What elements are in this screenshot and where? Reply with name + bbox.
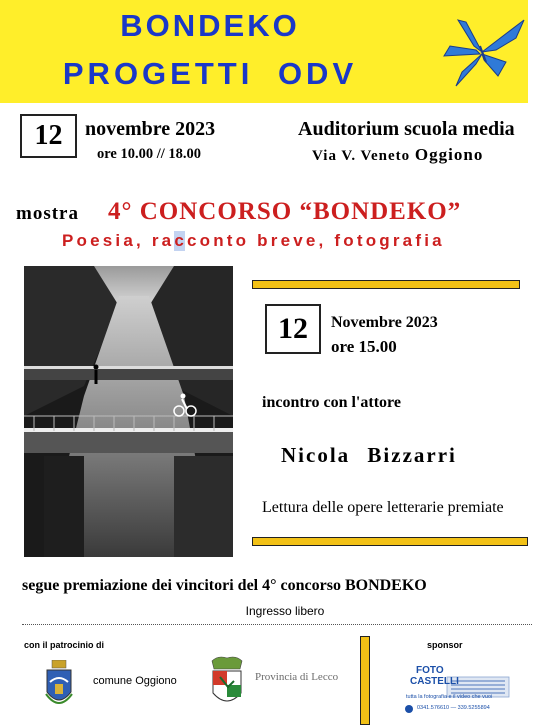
date-day-box: 12 xyxy=(20,114,77,158)
venue-city: Oggiono xyxy=(414,145,484,164)
meeting-text: incontro con l'attore xyxy=(262,394,401,411)
exhibition-title: 4° CONCORSO “BONDEKO” xyxy=(108,198,462,225)
reading-text: Lettura delle opere letterarie premiate xyxy=(262,499,504,516)
venue-address xyxy=(312,145,483,165)
venue-street: Via V. Veneto xyxy=(312,148,411,164)
event-times: ore 10.00 // 18.00 xyxy=(97,146,202,162)
butterfly-icon xyxy=(436,16,528,90)
footer-divider-bar xyxy=(360,636,370,725)
date2-month-year: Novembre 2023 xyxy=(331,314,438,331)
provincia-label: Provincia di Lecco xyxy=(255,671,339,683)
comune-label: comune Oggiono xyxy=(93,675,177,687)
patronage-label: con il patrocinio di xyxy=(24,640,105,650)
divider-bar-bottom xyxy=(252,537,528,546)
provincia-crest-icon xyxy=(208,655,246,709)
sponsor-tagline: tutta la fotografia e il video che vuoi xyxy=(406,694,493,700)
comune-crest-icon xyxy=(44,660,74,710)
sponsor-name-line2: CASTELLI xyxy=(410,676,459,687)
dotted-divider xyxy=(22,624,532,625)
date2-day-box: 12 xyxy=(265,304,321,354)
exhibition-label: mostra xyxy=(16,203,79,224)
actor-name: Nicola Bizzarri xyxy=(281,443,457,467)
sponsor-name xyxy=(410,665,459,687)
venue-name: Auditorium scuola media xyxy=(298,118,515,140)
canal-bridge-photo xyxy=(24,266,233,557)
date-month-year: novembre 2023 xyxy=(85,118,216,140)
sponsor-phone: 0341.576610 — 339.5255894 xyxy=(417,705,490,711)
award-text: segue premiazione dei vincitori del 4° concorso BONDEKO xyxy=(22,577,427,594)
org-title-line2: PROGETTI ODV xyxy=(62,56,358,91)
entry-text: Ingresso libero xyxy=(245,604,325,618)
date2-time: ore 15.00 xyxy=(331,337,397,356)
sponsor-name-line1: FOTO xyxy=(416,665,444,676)
org-title-line1: BONDEKO xyxy=(120,8,300,43)
divider-bar-top xyxy=(252,280,520,289)
exhibition-subtitle: Poesia, racconto breve, fotografia xyxy=(62,231,445,250)
sponsor-label: sponsor xyxy=(427,640,463,650)
